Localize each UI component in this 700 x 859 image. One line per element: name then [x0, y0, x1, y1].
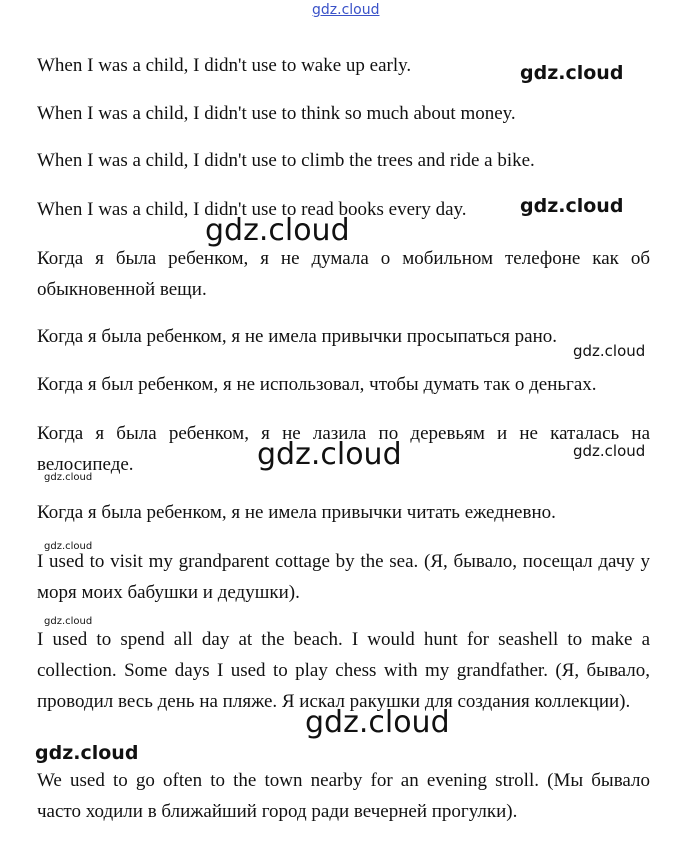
watermark: gdz.cloud: [520, 195, 624, 217]
watermark: gdz.cloud: [35, 742, 139, 764]
watermark: gdz.cloud: [44, 541, 93, 552]
watermark: gdz.cloud: [573, 342, 646, 360]
paragraph: We used to go often to the town nearby for an evening stroll. (Мы бывало часто ходили в ближайший город ради вечерней прогулки).: [37, 770, 650, 822]
watermark: gdz.cloud: [520, 62, 624, 84]
paragraph: When I was a child, I didn't use to read books every day.: [37, 199, 467, 220]
watermark-top-link[interactable]: gdz.cloud: [312, 2, 380, 18]
paragraph: When I was a child, I didn't use to think so much about money.: [37, 103, 516, 124]
paragraph: Когда я была ребенком, я не имела привычки просыпаться рано.: [37, 326, 557, 347]
paragraph: I used to visit my grandparent cottage by the sea. (Я, бывало, посещал дачу у моря моих бабушки и дедушки).: [37, 551, 650, 603]
paragraph: Когда я была ребенком, я не лазила по деревьям и не каталась на велосипеде.: [37, 423, 650, 475]
paragraph: Когда я был ребенком, я не использовал, чтобы думать так о деньгах.: [37, 374, 597, 395]
watermark: gdz.cloud: [44, 616, 93, 627]
paragraph: I used to spend all day at the beach. I would hunt for seashell to make a collection. Some days I used to play chess with my grandfather. (Я, бывало, проводил весь день на пляже. Я искал ракушки для создания коллекции).: [37, 629, 650, 712]
watermark: gdz.cloud: [257, 437, 402, 472]
paragraph: Когда я была ребенком, я не думала о мобильном телефоне как об обыкновенной вещи.: [37, 248, 650, 300]
watermark: gdz.cloud: [573, 442, 646, 460]
paragraph: Когда я была ребенком, я не имела привычки читать ежедневно.: [37, 502, 556, 523]
paragraph: When I was a child, I didn't use to climb the trees and ride a bike.: [37, 150, 535, 171]
watermark: gdz.cloud: [305, 705, 450, 740]
watermark: gdz.cloud: [205, 213, 350, 248]
paragraph: When I was a child, I didn't use to wake up early.: [37, 55, 412, 76]
watermark: gdz.cloud: [44, 472, 93, 483]
